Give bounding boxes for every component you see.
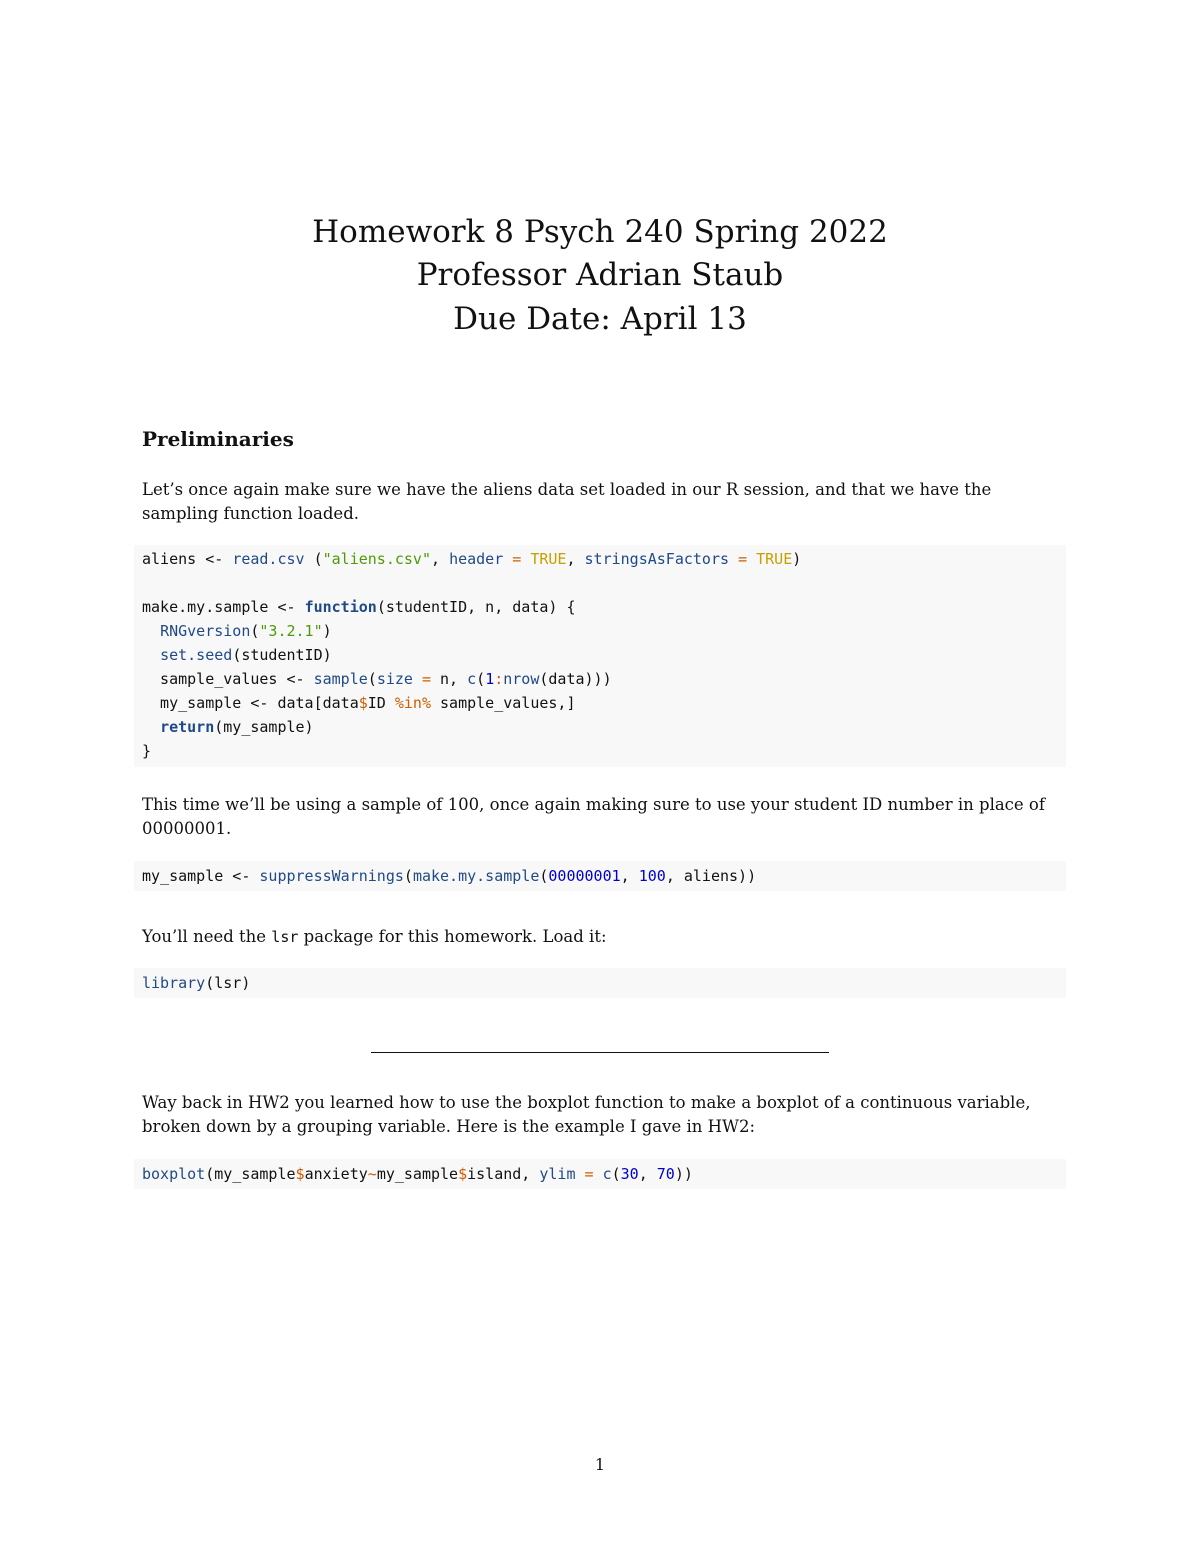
code-block-sample (134, 861, 1066, 891)
code-line: boxplot(my_sample$anxiety~my_sample$island, ylim = c(30, 70)) (142, 1165, 693, 1183)
inline-code-lsr: lsr (271, 928, 299, 946)
code-line: library(lsr) (142, 974, 251, 992)
horizontal-rule (371, 1052, 829, 1053)
code-line: my_sample <- data[data$ID %in% sample_values,] (142, 694, 576, 712)
code-block-boxplot (134, 1159, 1066, 1189)
code-line: make.my.sample <- function(studentID, n, data) { (142, 598, 576, 616)
code-block-library (134, 968, 1066, 998)
intro-paragraph: Let’s once again make sure we have the aliens data set loaded in our R session, and that we have the sampling function loaded. (142, 480, 992, 523)
title-line-1: Homework 8 Psych 240 Spring 2022 (312, 214, 888, 250)
code-block-setup (134, 545, 1066, 767)
code-line: return(my_sample) (160, 718, 314, 736)
code-line: aliens <- read.csv ("aliens.csv", header = TRUE, stringsAsFactors = TRUE) (142, 550, 802, 568)
title-line-3: Due Date: April 13 (453, 301, 747, 337)
code-line: my_sample <- suppressWarnings(make.my.sample(00000001, 100, aliens)) (142, 867, 757, 885)
sample-size-paragraph: This time we’ll be using a sample of 100, once again making sure to use your student ID number in place of 00000001. (142, 795, 1045, 838)
title-line-2: Professor Adrian Staub (416, 257, 784, 293)
boxplot-paragraph: Way back in HW2 you learned how to use the boxplot function to make a boxplot of a continuous variable, broken down by a grouping variable. Here is the example I gave in HW2: (142, 1093, 1031, 1136)
page-number: 1 (594, 1455, 606, 1474)
code-line: set.seed(studentID) (160, 646, 332, 664)
code-line: } (142, 742, 152, 760)
code-line-blank (142, 571, 1058, 595)
section-heading-preliminaries: Preliminaries (142, 427, 294, 451)
code-line: sample_values <- sample(size = n, c(1:nrow(data))) (142, 670, 612, 688)
lsr-paragraph: You’ll need the lsr package for this homework. Load it: (142, 927, 607, 946)
code-line: RNGversion("3.2.1") (160, 622, 332, 640)
